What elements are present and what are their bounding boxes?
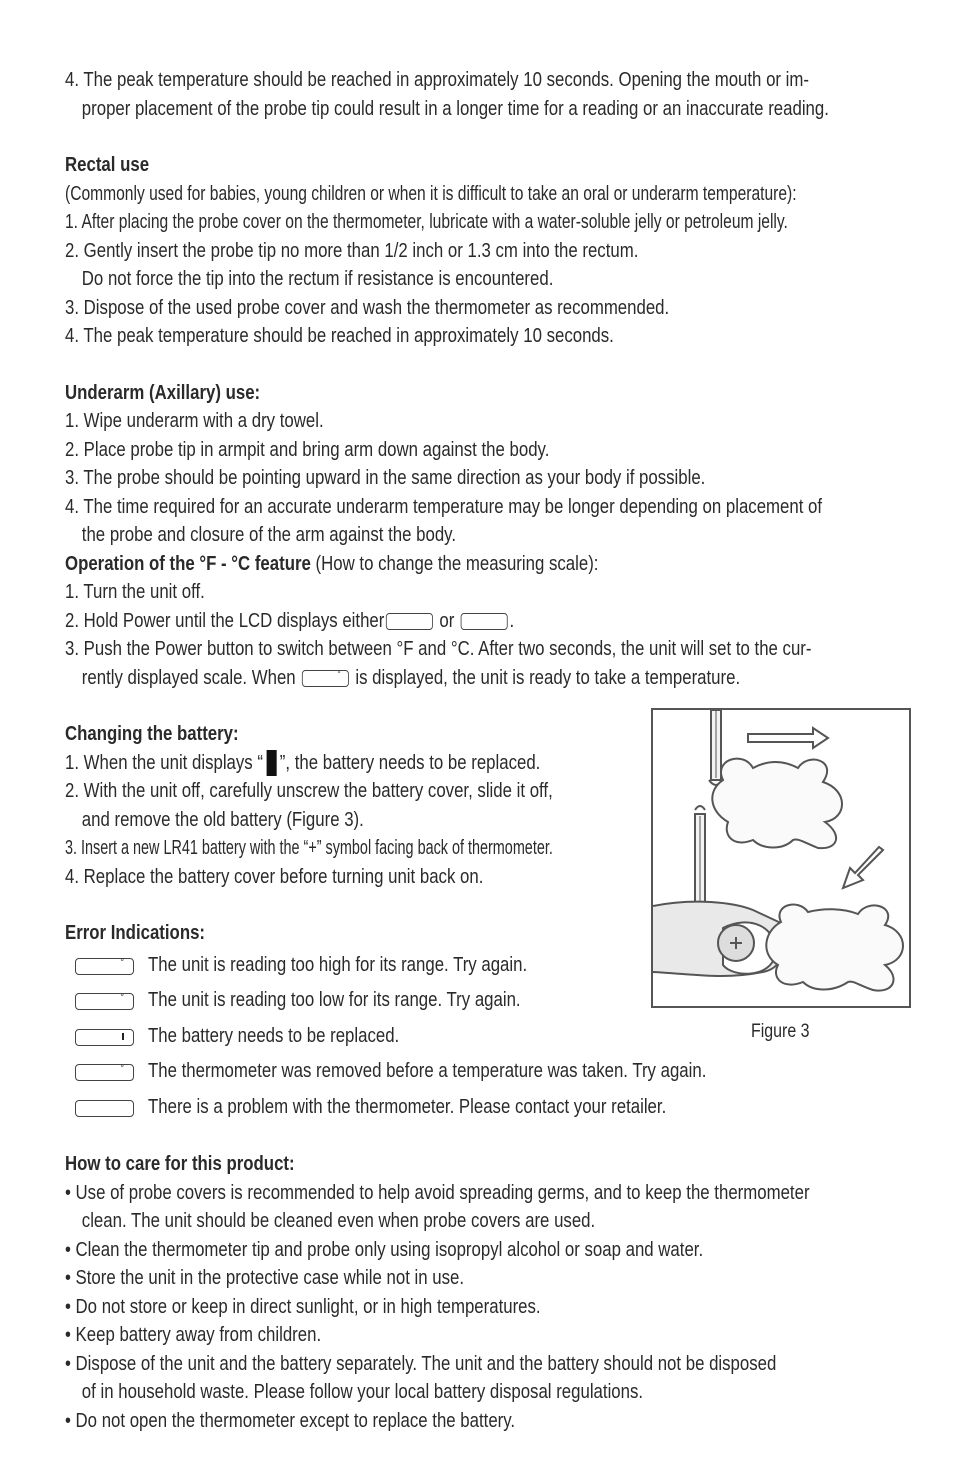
battery-replacement-figure (651, 708, 911, 1008)
error-item (65, 1090, 915, 1126)
intro-line: 4. The peak temperature should be reached in approximately 10 seconds. Opening the mouth or im- (65, 69, 809, 91)
care-item: • Dispose of the unit and the battery separately. The unit and the battery should not be disposed (65, 1352, 777, 1375)
battery-step: and remove the old battery (Figure 3). (81, 808, 364, 831)
battery-heading: Changing the battery: (65, 723, 239, 745)
low-battery-icon (266, 750, 276, 776)
battery-step: 4. Replace the battery cover before turning unit back on. (65, 865, 484, 888)
figure-caption: Figure 3 (751, 1021, 810, 1042)
scale-step-text: rently displayed scale. When (81, 666, 301, 689)
error-text: The thermometer was removed before a temperature was taken. Try again. (148, 1060, 707, 1082)
lcd-blank-icon (75, 1100, 134, 1117)
care-item: • Store the unit in the protective case while not in use. (65, 1267, 465, 1289)
rectal-heading: Rectal use (65, 154, 150, 176)
care-item: • Do not open the thermometer except to replace the battery. (65, 1409, 516, 1432)
underarm-heading: Underarm (Axillary) use: (65, 381, 261, 404)
care-item: • Use of probe covers is recommended to help avoid spreading germs, and to keep the thermometer (65, 1181, 810, 1204)
scale-step-text: is displayed, the unit is ready to take a temperature. (350, 666, 741, 689)
lcd-low-icon: ° (75, 993, 134, 1010)
underarm-step: 1. Wipe underarm with a dry towel. (65, 410, 324, 432)
underarm-step: 3. The probe should be pointing upward in the same direction as your body if possible. (65, 467, 706, 489)
lcd-high-icon: ° (75, 958, 134, 975)
scale-heading-rest: (How to change the measuring scale): (310, 552, 599, 575)
care-item: • Clean the thermometer tip and probe only using isopropyl alcohol or soap and water. (65, 1238, 704, 1261)
battery-step-text: 1. When the unit displays “ (65, 751, 263, 774)
rectal-note: (Commonly used for babies, young children or when it is difficult to take an oral or underarm temperature): (65, 182, 797, 205)
care-item: of in household waste. Please follow your local battery disposal regulations. (81, 1381, 644, 1403)
care-item: • Keep battery away from children. (65, 1324, 322, 1346)
error-text: The unit is reading too low for its range. Try again. (148, 989, 521, 1011)
lcd-fahrenheit-icon (386, 613, 433, 630)
underarm-step: the probe and closure of the arm against the body. (81, 524, 456, 546)
rectal-step: 4. The peak temperature should be reached in approximately 10 seconds. (65, 325, 614, 347)
rectal-step: Do not force the tip into the rectum if resistance is encountered. (81, 268, 554, 290)
scale-step (65, 607, 779, 636)
rectal-step: 1. After placing the probe cover on the thermometer, lubricate with a water-soluble jelly or petroleum jelly. (65, 211, 788, 233)
error-item (65, 1054, 915, 1090)
scale-step: 3. Push the Power button to switch between °F and °C. After two seconds, the unit will set to the cur- (65, 638, 812, 660)
scale-step-text: . (509, 609, 515, 632)
scale-step-text: 2. Hold Power until the LCD displays either (65, 609, 385, 632)
underarm-step: 2. Place probe tip in armpit and bring arm down against the body. (65, 438, 550, 461)
scale-heading: Operation of the °F - °C feature (65, 552, 311, 575)
error-text: The unit is reading too high for its range. Try again. (148, 953, 528, 976)
errors-heading: Error Indications: (65, 922, 206, 944)
error-text: There is a problem with the thermometer. Please contact your retailer. (148, 1095, 667, 1118)
scale-step-text: or (434, 609, 460, 632)
lcd-ready-icon: ° (302, 670, 349, 687)
scale-heading-line (65, 550, 779, 579)
battery-step-text: ”, the battery needs to be replaced. (279, 751, 541, 774)
lcd-battery-icon (75, 1029, 134, 1046)
battery-step: 2. With the unit off, carefully unscrew the battery cover, slide it off, (65, 780, 553, 802)
scale-step (65, 664, 779, 693)
battery-illustration (653, 710, 909, 1006)
lcd-removed-icon: ° (75, 1064, 134, 1081)
care-heading: How to care for this product: (65, 1153, 295, 1175)
rectal-step: 2. Gently insert the probe tip no more than 1/2 inch or 1.3 cm into the rectum. (65, 239, 639, 262)
scale-step: 1. Turn the unit off. (65, 581, 205, 603)
battery-step: 3. Insert a new LR41 battery with the “+” symbol facing back of thermometer. (65, 837, 553, 859)
intro-line: proper placement of the probe tip could result in a longer time for a reading or an inaccurate reading. (81, 97, 829, 120)
care-item: clean. The unit should be cleaned even when probe covers are used. (81, 1210, 596, 1232)
underarm-step: 4. The time required for an accurate underarm temperature may be longer depending on placement of (65, 495, 823, 518)
care-item: • Do not store or keep in direct sunlight, or in high temperatures. (65, 1295, 541, 1318)
error-text: The battery needs to be replaced. (148, 1024, 400, 1047)
lcd-celsius-icon (461, 613, 508, 630)
rectal-step: 3. Dispose of the used probe cover and wash the thermometer as recommended. (65, 296, 670, 319)
